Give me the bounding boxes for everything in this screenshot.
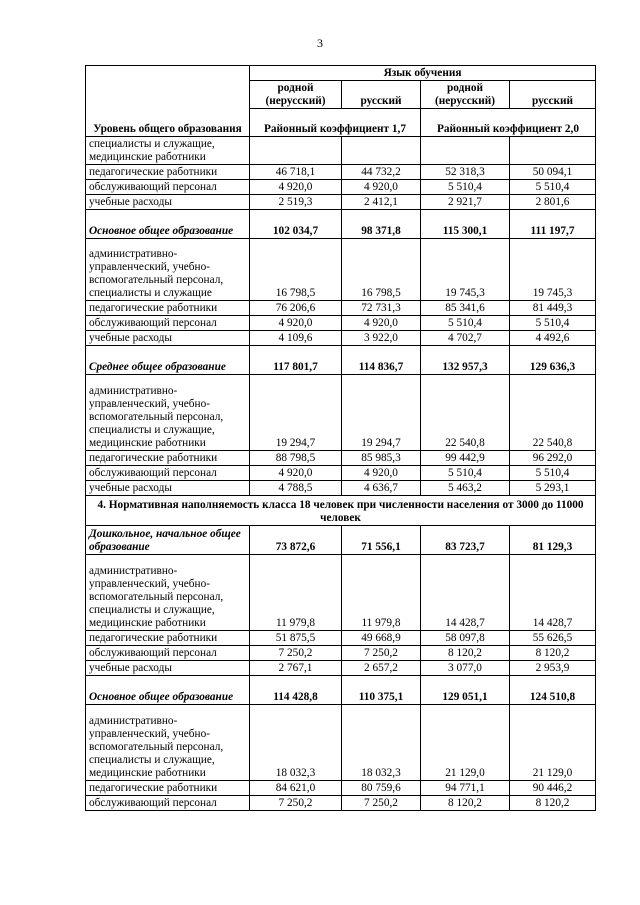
- section-row: [86, 676, 596, 705]
- value-cell: 51 875,5: [250, 631, 342, 646]
- table-row: [86, 781, 596, 796]
- value-cell: 5 293,1: [510, 481, 596, 496]
- value-cell: 22 540,8: [510, 375, 596, 451]
- value-cell: 4 920,0: [250, 180, 342, 195]
- row-label: административно-управленческий, учебно-вспомогательный персонал, специалисты и служащие, медицинские работники: [86, 375, 250, 451]
- value-cell: 2 953,9: [510, 661, 596, 676]
- section-label: Основное общее образование: [86, 210, 250, 239]
- page-number: 3: [317, 36, 323, 50]
- section-row: [86, 526, 596, 555]
- row-label: административно-управленческий, учебно-вспомогательный персонал, специалисты и служащие, медицинские работники: [86, 705, 250, 781]
- value-cell: 2 921,7: [421, 195, 510, 210]
- value-cell: 7 250,2: [342, 646, 421, 661]
- row-label: обслуживающий персонал: [86, 316, 250, 331]
- value-cell: 4 636,7: [342, 481, 421, 496]
- table-row: [86, 239, 596, 301]
- row-label: обслуживающий персонал: [86, 796, 250, 811]
- value-cell: 85 341,6: [421, 301, 510, 316]
- row-label: специалисты и служащие, медицинские работники: [86, 137, 250, 165]
- value-cell: 11 979,8: [250, 555, 342, 631]
- value-cell: 46 718,1: [250, 165, 342, 180]
- value-cell: 5 510,4: [421, 466, 510, 481]
- normative-cost-table: [85, 65, 596, 811]
- value-cell: 58 097,8: [421, 631, 510, 646]
- value-cell: 18 032,3: [342, 705, 421, 781]
- value-cell: 4 492,6: [510, 331, 596, 346]
- value-cell: 76 206,6: [250, 301, 342, 316]
- value-cell: 129 051,1: [421, 676, 510, 705]
- table-row: [86, 180, 596, 195]
- table-row: [86, 705, 596, 781]
- value-cell: 71 556,1: [342, 526, 421, 555]
- value-cell: 114 836,7: [342, 346, 421, 375]
- section-label: Среднее общее образование: [86, 346, 250, 375]
- value-cell: 132 957,3: [421, 346, 510, 375]
- col-native-1: родной (нерусский): [250, 81, 342, 109]
- value-cell: 3 077,0: [421, 661, 510, 676]
- value-cell: 19 745,3: [421, 239, 510, 301]
- value-cell: 117 801,7: [250, 346, 342, 375]
- value-cell: 5 510,4: [510, 180, 596, 195]
- row-label: педагогические работники: [86, 451, 250, 466]
- col-native-2: родной (нерусский): [421, 81, 510, 109]
- row-label: обслуживающий персонал: [86, 466, 250, 481]
- row-label: административно-управленческий, учебно-вспомогательный персонал, специалисты и служащие: [86, 239, 250, 301]
- table-row: [86, 661, 596, 676]
- value-cell: 5 510,4: [510, 466, 596, 481]
- value-cell: [421, 137, 510, 165]
- value-cell: 5 510,4: [510, 316, 596, 331]
- table-row: [86, 481, 596, 496]
- section-banner-row: [86, 496, 596, 526]
- col-russian-2: русский: [510, 81, 596, 109]
- value-cell: 4 920,0: [250, 466, 342, 481]
- table-row: [86, 555, 596, 631]
- row-label: учебные расходы: [86, 331, 250, 346]
- value-cell: 8 120,2: [421, 796, 510, 811]
- value-cell: 2 657,2: [342, 661, 421, 676]
- value-cell: 11 979,8: [342, 555, 421, 631]
- row-label: обслуживающий персонал: [86, 646, 250, 661]
- value-cell: 98 371,8: [342, 210, 421, 239]
- value-cell: 4 920,0: [342, 316, 421, 331]
- value-cell: 94 771,1: [421, 781, 510, 796]
- table-row: [86, 316, 596, 331]
- table-row: [86, 301, 596, 316]
- value-cell: 52 318,3: [421, 165, 510, 180]
- row-label: обслуживающий персонал: [86, 180, 250, 195]
- coefficient-2-0: Районный коэффициент 2,0: [421, 109, 596, 137]
- value-cell: 83 723,7: [421, 526, 510, 555]
- value-cell: 81 129,3: [510, 526, 596, 555]
- value-cell: 50 094,1: [510, 165, 596, 180]
- table-row: [86, 137, 596, 165]
- value-cell: [342, 137, 421, 165]
- value-cell: 2 412,1: [342, 195, 421, 210]
- value-cell: 88 798,5: [250, 451, 342, 466]
- value-cell: 4 920,0: [342, 180, 421, 195]
- row-label: педагогические работники: [86, 165, 250, 180]
- value-cell: 72 731,3: [342, 301, 421, 316]
- value-cell: 3 922,0: [342, 331, 421, 346]
- value-cell: 16 798,5: [342, 239, 421, 301]
- value-cell: 19 745,3: [510, 239, 596, 301]
- value-cell: 2 767,1: [250, 661, 342, 676]
- value-cell: 4 920,0: [250, 316, 342, 331]
- value-cell: 80 759,6: [342, 781, 421, 796]
- value-cell: 81 449,3: [510, 301, 596, 316]
- value-cell: 8 120,2: [510, 796, 596, 811]
- value-cell: 2 519,3: [250, 195, 342, 210]
- value-cell: 110 375,1: [342, 676, 421, 705]
- value-cell: 111 197,7: [510, 210, 596, 239]
- value-cell: 14 428,7: [510, 555, 596, 631]
- coefficient-1-7: Районный коэффициент 1,7: [250, 109, 421, 137]
- section-label: Основное общее образование: [86, 676, 250, 705]
- value-cell: 19 294,7: [342, 375, 421, 451]
- row-label: педагогические работники: [86, 781, 250, 796]
- value-cell: [510, 137, 596, 165]
- value-cell: 19 294,7: [250, 375, 342, 451]
- table-row: [86, 466, 596, 481]
- table-row: [86, 375, 596, 451]
- row-label: педагогические работники: [86, 301, 250, 316]
- table-row: [86, 195, 596, 210]
- value-cell: 5 463,2: [421, 481, 510, 496]
- value-cell: 84 621,0: [250, 781, 342, 796]
- value-cell: 124 510,8: [510, 676, 596, 705]
- table-row: [86, 631, 596, 646]
- row-label: учебные расходы: [86, 661, 250, 676]
- value-cell: 4 702,7: [421, 331, 510, 346]
- value-cell: 5 510,4: [421, 180, 510, 195]
- col-russian-1: русский: [342, 81, 421, 109]
- value-cell: 4 920,0: [342, 466, 421, 481]
- table-row: [86, 331, 596, 346]
- value-cell: 85 985,3: [342, 451, 421, 466]
- table-row: [86, 796, 596, 811]
- value-cell: 4 788,5: [250, 481, 342, 496]
- value-cell: 4 109,6: [250, 331, 342, 346]
- value-cell: 96 292,0: [510, 451, 596, 466]
- value-cell: 7 250,2: [342, 796, 421, 811]
- table-row: [86, 165, 596, 180]
- value-cell: 14 428,7: [421, 555, 510, 631]
- value-cell: 18 032,3: [250, 705, 342, 781]
- value-cell: 102 034,7: [250, 210, 342, 239]
- row-label: административно-управленческий, учебно-вспомогательный персонал, специалисты и служащие, медицинские работники: [86, 555, 250, 631]
- value-cell: 7 250,2: [250, 646, 342, 661]
- value-cell: 8 120,2: [421, 646, 510, 661]
- value-cell: 99 442,9: [421, 451, 510, 466]
- value-cell: 129 636,3: [510, 346, 596, 375]
- row-label: педагогические работники: [86, 631, 250, 646]
- row-label: учебные расходы: [86, 481, 250, 496]
- value-cell: 7 250,2: [250, 796, 342, 811]
- table-row: [86, 451, 596, 466]
- value-cell: 16 798,5: [250, 239, 342, 301]
- row-label: учебные расходы: [86, 195, 250, 210]
- value-cell: 73 872,6: [250, 526, 342, 555]
- table-row: [86, 646, 596, 661]
- value-cell: 2 801,6: [510, 195, 596, 210]
- value-cell: 90 446,2: [510, 781, 596, 796]
- value-cell: 5 510,4: [421, 316, 510, 331]
- value-cell: 21 129,0: [510, 705, 596, 781]
- table-body: [86, 137, 596, 811]
- section-row: [86, 210, 596, 239]
- language-header: Язык обучения: [250, 66, 596, 81]
- value-cell: 22 540,8: [421, 375, 510, 451]
- value-cell: 8 120,2: [510, 646, 596, 661]
- level-header: Уровень общего образования: [86, 66, 250, 137]
- section-label: Дошкольное, начальное общее образование: [86, 526, 250, 555]
- value-cell: 115 300,1: [421, 210, 510, 239]
- value-cell: 49 668,9: [342, 631, 421, 646]
- banner-text: 4. Нормативная наполняемость класса 18 человек при численности населения от 3000 до 11000 человек: [86, 496, 596, 526]
- value-cell: [250, 137, 342, 165]
- value-cell: 55 626,5: [510, 631, 596, 646]
- value-cell: 44 732,2: [342, 165, 421, 180]
- value-cell: 114 428,8: [250, 676, 342, 705]
- value-cell: 21 129,0: [421, 705, 510, 781]
- section-row: [86, 346, 596, 375]
